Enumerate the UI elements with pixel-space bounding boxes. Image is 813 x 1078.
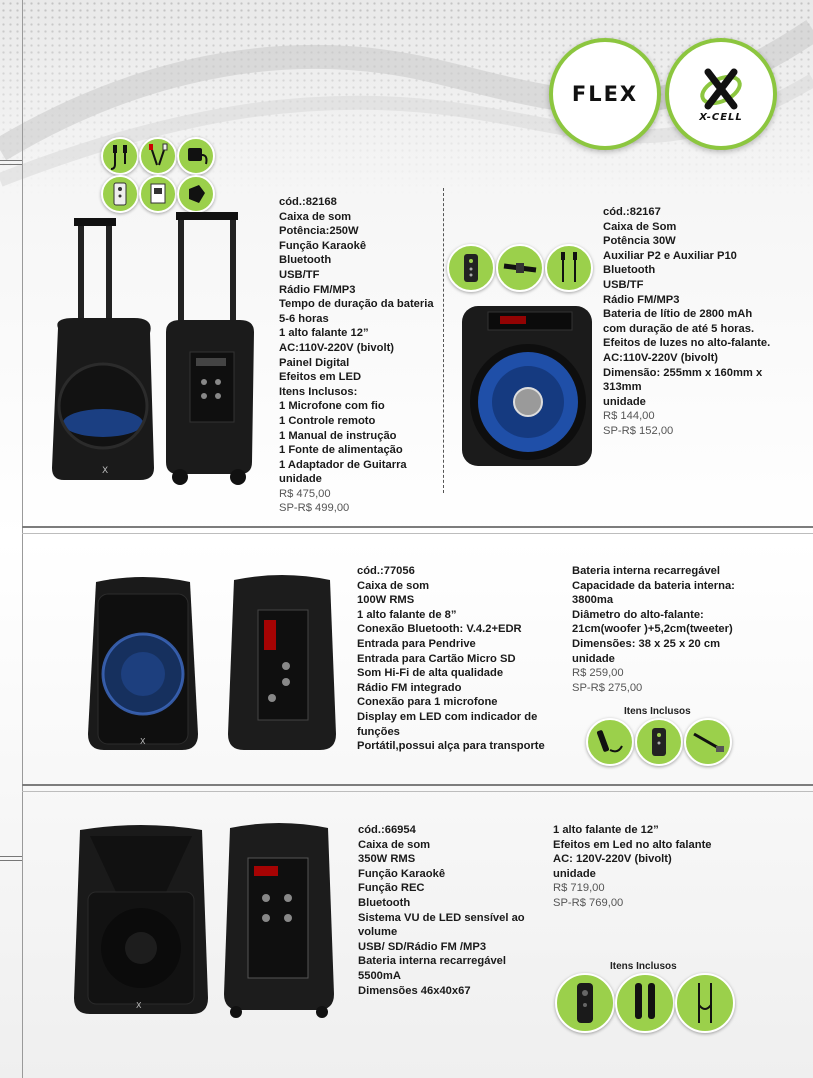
spec-line: USB/TF (279, 268, 320, 281)
spec-line: unidade (572, 652, 615, 665)
spec-line: Conexão Bluetooth: V.4.2+EDR (357, 623, 522, 636)
spec-line: 100W RMS (357, 594, 415, 607)
spec-line: Bateria de lítio de 2800 mAh (603, 308, 753, 321)
price-sp: SP-R$ 152,00 (603, 424, 674, 437)
remote-control-icon (447, 244, 495, 292)
spec-line: unidade (553, 867, 596, 880)
spec-line: Auxiliar P2 e Auxiliar P10 (603, 249, 737, 262)
spec-line: Diâmetro do alto-falante: (572, 608, 704, 621)
margin-rule (22, 0, 23, 1078)
spec-line: volume (358, 926, 398, 939)
spec-line: 313mm (603, 381, 642, 394)
itens-inclusos-label: Itens Inclusos (624, 706, 691, 717)
rca-cable-icon (139, 137, 177, 175)
spec-line: Display em LED com indicador de (357, 710, 538, 723)
spec-line: unidade (279, 473, 322, 486)
section-separator (22, 533, 813, 534)
margin-tick (0, 860, 22, 861)
spec-line: Caixa de som (358, 838, 431, 851)
spec-line: Bateria interna recarregável (358, 955, 507, 968)
xcell-mark-icon (698, 66, 744, 112)
price-sp: SP-R$ 499,00 (279, 502, 350, 515)
trolley-speaker-front-image (44, 218, 164, 488)
spec-line: 1 alto falante de 8” (357, 608, 457, 621)
spec-line: Itens Inclusos: (279, 385, 358, 398)
microphone-cable-icon (101, 137, 139, 175)
section-separator (22, 791, 813, 792)
spec-line: Função REC (358, 882, 425, 895)
spec-line: Função Karaokê (358, 867, 446, 880)
margin-tick (0, 856, 22, 857)
svg-text:X: X (102, 466, 109, 476)
spec-line: 1 alto falante 12” (279, 327, 369, 340)
price-sp: SP-R$ 275,00 (572, 681, 643, 694)
spec-line: Tempo de duração da bateria (279, 298, 434, 311)
microphone-icon (586, 718, 634, 766)
spec-line: 21cm(woofer )+5,2cm(tweeter) (572, 623, 733, 636)
price: R$ 259,00 (572, 667, 624, 680)
power-adapter-icon (177, 137, 215, 175)
svg-text:X: X (136, 1001, 142, 1010)
speaker-66954-front-image (70, 822, 212, 1018)
product-66954-description-b (553, 823, 712, 911)
spec-line: 1 alto falante de 12” (553, 824, 659, 836)
spec-line: Bluetooth (279, 254, 332, 267)
product-82168-description (279, 195, 434, 516)
spec-line: Bateria interna recarregável (572, 565, 721, 577)
usb-cable-icon (684, 718, 732, 766)
spec-line: cód.:66954 (358, 824, 416, 836)
spec-line: Efeitos de luzes no alto-falante. (603, 337, 771, 350)
spec-line: 1 Fonte de alimentação (279, 444, 403, 457)
xcell-logo (665, 38, 777, 150)
remote-control-icon (101, 175, 139, 213)
section-separator (22, 526, 813, 528)
spec-line: AC:110V-220V (bivolt) (603, 351, 719, 364)
speaker-77056-back-image (224, 570, 340, 754)
price: R$ 475,00 (279, 487, 331, 500)
product-82167-description (603, 205, 770, 439)
svg-text:X: X (140, 737, 146, 746)
spec-line: Conexão para 1 microfone (357, 696, 498, 709)
spec-line: Potência 30W (603, 235, 676, 248)
spec-line: Portátil,possui alça para transporte (357, 740, 545, 753)
manual-icon (139, 175, 177, 213)
spec-line: cód.:82167 (603, 206, 661, 218)
spec-line: 1 Controle remoto (279, 414, 376, 427)
spec-line: USB/ SD/Rádio FM /MP3 (358, 940, 487, 953)
aux-cable-icon (675, 973, 735, 1033)
spec-line: 5500mA (358, 969, 401, 982)
trolley-speaker-back-image (160, 212, 260, 488)
price-sp: SP-R$ 769,00 (553, 896, 624, 909)
spec-line: USB/TF (603, 278, 644, 291)
spec-line: Entrada para Pendrive (357, 637, 476, 650)
spec-line: Dimensão: 255mm x 160mm x (603, 366, 763, 379)
speaker-66954-back-image (218, 818, 340, 1018)
spec-line: Rádio FM/MP3 (279, 283, 356, 296)
xcell-logo-text: X-CELL (699, 111, 743, 123)
spec-line: Bluetooth (603, 264, 656, 277)
spec-line: funções (357, 725, 400, 738)
spec-line: cód.:77056 (357, 565, 415, 577)
spec-line: 1 Microfone com fio (279, 400, 385, 413)
spec-line: Efeitos em LED (279, 371, 362, 384)
spec-line: Caixa de Som (603, 220, 677, 233)
guitar-adapter-icon (177, 175, 215, 213)
spec-line: 350W RMS (358, 853, 416, 866)
product-66954-description (358, 823, 525, 998)
spec-line: Potência:250W (279, 225, 359, 238)
section-separator (22, 784, 813, 786)
spec-line: 3800ma (572, 594, 614, 607)
spec-line: cód.:82168 (279, 196, 337, 208)
spec-line: Entrada para Cartão Micro SD (357, 652, 516, 665)
itens-inclusos-label: Itens Inclusos (610, 961, 677, 972)
spec-line: Bluetooth (358, 896, 411, 909)
spec-line: 5-6 horas (279, 312, 329, 325)
spec-line: Capacidade da bateria interna: (572, 579, 735, 592)
spec-line: Rádio FM integrado (357, 681, 462, 694)
spec-line: 1 Adaptador de Guitarra (279, 458, 407, 471)
price: R$ 719,00 (553, 882, 605, 895)
spec-line: Função Karaokê (279, 239, 367, 252)
spec-line: unidade (603, 395, 646, 408)
strap-icon (496, 244, 544, 292)
column-divider (443, 188, 444, 493)
margin-tick (0, 160, 22, 161)
spec-line: 1 Manual de instrução (279, 429, 397, 442)
remote-control-icon (635, 718, 683, 766)
spec-line: Sistema VU de LED sensível ao (358, 911, 525, 924)
spec-line: AC:110V-220V (bivolt) (279, 341, 395, 354)
remote-control-icon (555, 973, 615, 1033)
spec-line: Dimensões 46x40x67 (358, 984, 471, 997)
spec-line: Painel Digital (279, 356, 350, 369)
product-77056-description-b (572, 564, 735, 695)
spec-line: com duração de até 5 horas. (603, 322, 755, 335)
microphones-icon (615, 973, 675, 1033)
product-77056-description (357, 564, 545, 754)
spec-line: Rádio FM/MP3 (603, 293, 680, 306)
spec-line: Caixa de som (279, 210, 352, 223)
flex-logo-text: FLEX (571, 82, 639, 106)
portable-speaker-image (458, 302, 596, 472)
price: R$ 144,00 (603, 410, 655, 423)
speaker-77056-front-image (84, 574, 202, 754)
flex-logo (549, 38, 661, 150)
margin-tick (0, 164, 22, 165)
spec-line: Som Hi-Fi de alta qualidade (357, 667, 504, 680)
aux-cable-icon (545, 244, 593, 292)
spec-line: Dimensões: 38 x 25 x 20 cm (572, 637, 721, 650)
spec-line: Efeitos em Led no alto falante (553, 838, 712, 851)
spec-line: AC: 120V-220V (bivolt) (553, 853, 672, 866)
spec-line: Caixa de som (357, 579, 430, 592)
